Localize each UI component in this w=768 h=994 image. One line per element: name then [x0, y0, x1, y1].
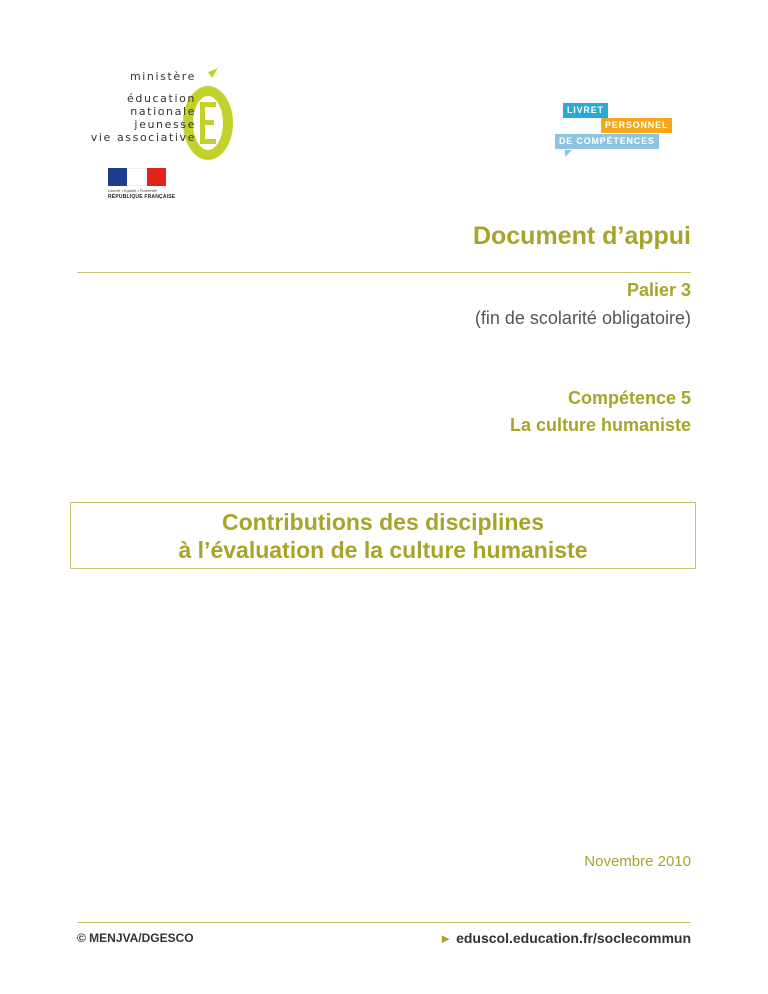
ministry-line-4: jeunesse	[134, 118, 196, 131]
level-label: Palier 3	[626, 280, 691, 300]
ministry-logo	[78, 68, 238, 168]
competence-subtitle: La culture humaniste	[509, 415, 691, 435]
competence-label: Compétence 5	[567, 388, 691, 408]
livret-line-2: PERSONNEL	[601, 118, 672, 133]
ministry-line-2: éducation	[127, 92, 196, 105]
contributions-box	[70, 502, 696, 569]
footer-divider	[77, 922, 691, 923]
copyright: © MENJVA/DGESCO	[77, 931, 194, 945]
contributions-line-2: à l’évaluation de la culture humaniste	[178, 536, 588, 563]
republic-motto: Liberté • Égalité • Fraternité	[108, 188, 157, 193]
speech-tail-icon	[565, 150, 572, 157]
contributions-line-1: Contributions des disciplines	[221, 508, 545, 535]
french-flag-icon	[108, 168, 166, 186]
document-title: Document d’appui	[472, 222, 691, 250]
eduscol-link[interactable]	[439, 930, 691, 946]
arrow-right-icon: ►	[439, 931, 453, 946]
header-divider	[77, 272, 691, 273]
ministry-line-5: vie associative	[90, 131, 196, 144]
publication-date: Novembre 2010	[584, 853, 691, 870]
republique-francaise-logo	[108, 168, 176, 200]
livret-line-1: LIVRET	[563, 103, 608, 118]
livret-line-3: DE COMPÉTENCES	[555, 134, 659, 149]
ministry-line-1: ministère	[129, 70, 196, 83]
ministry-line-3: nationale	[130, 105, 196, 118]
livret-logo	[555, 103, 675, 158]
republic-name: RÉPUBLIQUE FRANÇAISE	[108, 194, 176, 200]
level-subtitle: (fin de scolarité obligatoire)	[474, 308, 691, 328]
eduscol-url: eduscol.education.fr/soclecommun	[456, 930, 691, 946]
